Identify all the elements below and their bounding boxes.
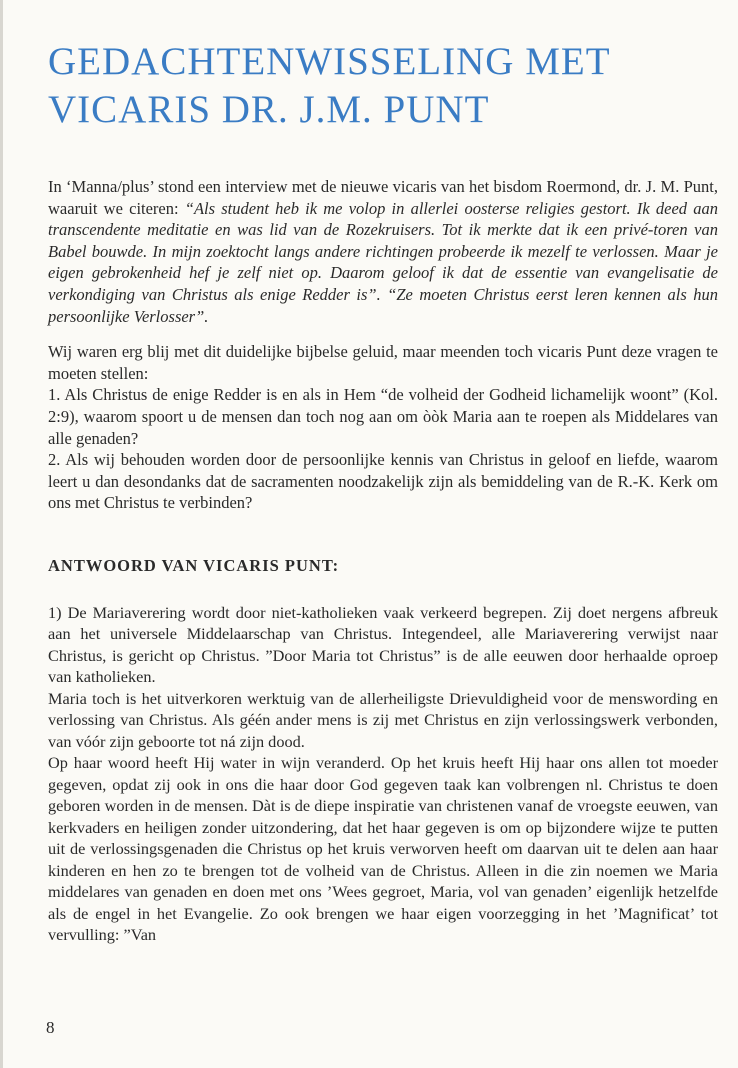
answer-block [48,602,718,946]
intro-paragraph [48,176,718,327]
intro-lead: In ‘Manna/plus’ stond een interview met de nieuwe vicaris van het bisdom Roermond, dr. J. M. Punt, waaruit we citeren: [48,177,718,218]
question-2: 2. Als wij behouden worden door de persoonlijke kennis van Christus in geloof en liefde, waarom leert u dan desondanks dat de sacramenten noodzakelijk zijn als bemiddeling van de R.-K. Kerk om ons met Christus te verbinden? [48,450,718,513]
answer-heading: ANTWOORD VAN VICARIS PUNT: [48,555,340,575]
article [48,0,718,946]
questions-intro: Wij waren erg blij met dit duidelijke bijbelse geluid, maar meenden toch vicaris Punt deze vragen te moeten stellen: [48,342,718,383]
answer-paragraph-1: 1) De Mariaverering wordt door niet-katholieken vaak verkeerd begrepen. Zij doet nergens afbreuk aan het universele Middelaarschap van Christus. Integendeel, alle Mariaverering verwijst naar Christus, is gericht op Christus. ”Door Maria tot Christus” is de alle eeuwen door herhaalde oproep van katholieken. [48,602,718,687]
answer-paragraph-3: Op haar woord heeft Hij water in wijn veranderd. Op het kruis heeft Hij haar ons allen tot moeder gegeven, opdat zij ook in ons die haar door God gegeven taak kan volbrengen nl. Christus te doen geboren worden in de mensen. Dàt is de diepe inspiratie van christenen vanaf de vroegste eeuwen, van kerkvaders en heiligen zonder uitzondering, dat het haar gegeven is om op bijzondere wijze te putten uit de verlossingsgenaden die Christus op het kruis verworven heeft om daarvan uit te delen aan haar kinderen en hen zo te brengen tot de volheid van de Christus. Alleen in die zin noemen we Maria middelares van genaden en doen met ons ’Wees gegroet, Maria, vol van genaden’ eigenlijk hetzelfde als de engel in het Evangelie. Zo ook brengen we haar eigen voorzegging in het ’Magnificat’ tot vervulling: ”Van [48,753,718,945]
title-line-1: GEDACHTENWISSELING MET [48,40,611,83]
answer-paragraph-2: Maria toch is het uitverkoren werktuig van de allerheiligste Drievuldigheid voor de menswording en verlossing van Christus. Als géén ander mens is zij met Christus en zijn verlossingswerk verbonden, van vóór zijn geboorte tot ná zijn dood. [48,688,718,751]
question-1: 1. Als Christus de enige Redder is en als in Hem “de volheid der Godheid lichamelijk woont” (Kol. 2:9), waarom spoort u de mensen dan toch nog aan om òòk Maria aan te roepen als Middelares van alle genaden? [48,385,718,448]
article-title [48,38,718,134]
page-edge [0,0,3,1068]
questions-block [48,341,718,514]
intro-quote: “Als student heb ik me volop in allerlei oosterse religies gestort. Ik deed aan transcendente meditatie en was lid van de Rozekruisers. Tot ik merkte dat ik een privé-toren van Babel bouwde. In mijn zoektocht langs andere richtingen probeerde ik mezelf te verlossen. Maar je eigen gebrokenheid hef je zelf niet op. Daarom geloof ik dat de essentie van evangelisatie de verkondiging van Christus als enige Redder is”. “Ze moeten Christus eerst leren kennen als hun persoonlijke Verlosser”. [48,198,719,326]
title-line-2: VICARIS DR. J.M. PUNT [48,88,490,131]
page-number: 8 [46,1018,55,1037]
